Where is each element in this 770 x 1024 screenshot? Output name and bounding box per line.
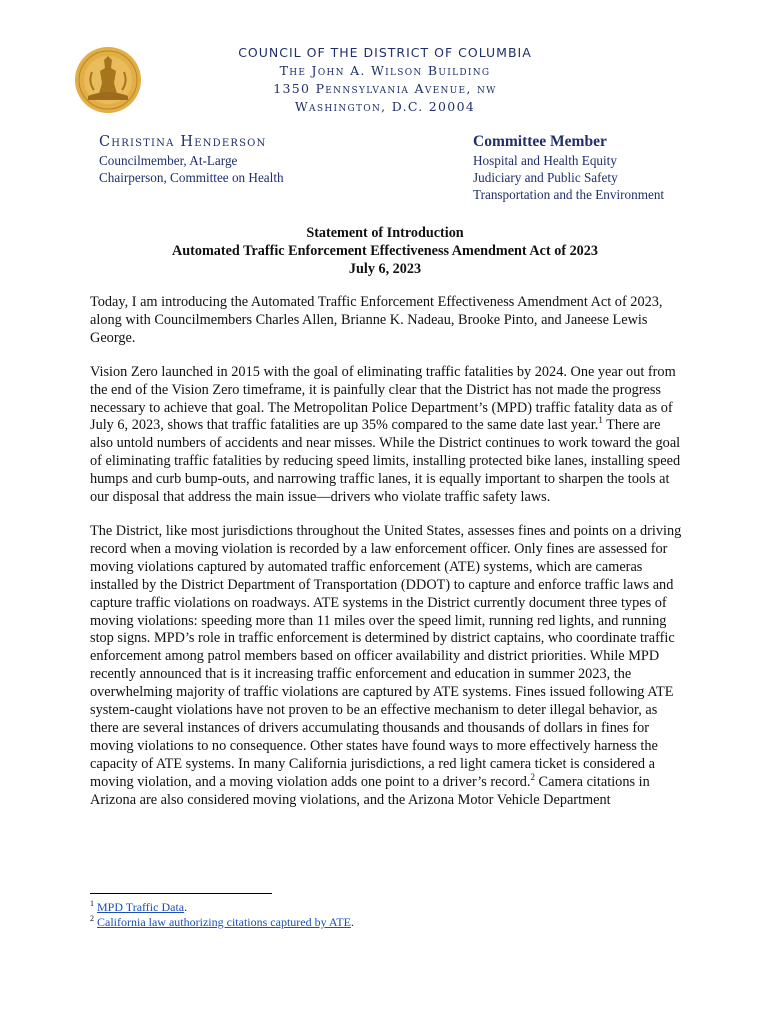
footnote-punct: . — [350, 915, 354, 929]
paragraph — [90, 523, 682, 810]
committee-item: Hospital and Health Equity — [473, 153, 617, 168]
committee-heading: Committee Member — [473, 133, 607, 150]
council-name: COUNCIL OF THE DISTRICT OF COLUMBIA — [238, 45, 532, 60]
member-title: Councilmember, At-Large — [99, 153, 238, 168]
paragraph: Today, I am introducing the Automated Traffic Enforcement Effectiveness Amendment Act of 2023, along with Councilmembers Charles Allen, Brianne K. Nadeau, Brooke Pinto, and Janeese Lewis George. — [90, 294, 663, 346]
city-address: Washington, D.C. 20004 — [294, 99, 476, 114]
footnote-link-mpd-traffic-data[interactable]: MPD Traffic Data — [97, 900, 185, 914]
paragraph — [90, 364, 682, 507]
footnote-link-california-law[interactable]: California law authorizing citations captured by ATE — [97, 915, 351, 929]
footnote-ref: 2 — [530, 771, 535, 782]
building-name: The John A. Wilson Building — [279, 63, 491, 78]
footnote — [90, 915, 354, 930]
statement-body — [90, 294, 682, 825]
paragraph-text: There are also untold numbers of accidents and near misses. While the District continues to work toward the goal of eliminating traffic fatalities by reducing speed limits, installing protected bike lanes, installing speed humps and curb bump-outs, and narrowing traffic lanes, it is equally important to sharpen the tools at our disposal that address the main issue—drivers who violate traffic safety laws. — [90, 417, 681, 506]
member-info — [99, 133, 419, 186]
street-address: 1350 Pennsylvania Avenue, nw — [273, 81, 497, 96]
statement-title: Statement of Introduction — [306, 225, 464, 241]
paragraph-text: The District, like most jurisdictions throughout the United States, assesses fines and points on a driving record when a moving violation is recorded by a law enforcement officer. Only fines are assessed for moving violations captured by automated traffic enforcement (ATE) systems, which are cameras installed by the District Department of Transportation (DDOT) to capture and enforce traffic laws and capture traffic violations on roadways. ATE systems in the District currently document three types of moving violations: speeding more than 11 miles over the speed limit, running red lights, and running stop signs. MPD’s role in traffic enforcement is determined by district captains, who coordinate traffic enforcement among patrol members based on officer availability and district priorities. While MPD recently announced that is it increasing traffic enforcement and education in summer 2023, the overwhelming majority of traffic violations are captured by ATE systems. Fines issued following ATE system-caught violations have not proven to be an effective mechanism to deter illegal behavior, as there are several instances of drivers accumulating thousands and thousands of dollars in fines for moving violations to no consequence. Other states have found ways to more effectively harness the capacity of ATE systems. In many California jurisdictions, a red light camera ticket is considered a moving violation, and a moving violation adds one point to a driver’s record. — [90, 522, 682, 790]
footnote-punct: . — [184, 900, 188, 914]
footnotes — [90, 900, 354, 930]
footnote-divider — [90, 893, 272, 894]
committee-info — [473, 133, 743, 203]
statement-heading — [90, 224, 680, 278]
paragraph-text: Camera citations in Arizona are also considered moving violations, and the Arizona Motor Vehicle Department — [90, 773, 650, 808]
act-title: Automated Traffic Enforcement Effectiveness Amendment Act of 2023 — [172, 243, 598, 259]
footnote-ref: 1 — [598, 415, 603, 426]
dc-council-seal — [74, 46, 142, 114]
committee-item: Judiciary and Public Safety — [473, 170, 618, 185]
footnote-number: 2 — [90, 914, 94, 923]
letterhead — [150, 44, 620, 116]
footnote — [90, 900, 354, 915]
paragraph-text: Vision Zero launched in 2015 with the goal of eliminating traffic fatalities by 2024. One year out from the end of the Vision Zero timeframe, it is painfully clear that the District has not made the progress necessary to achieve that goal. The Metropolitan Police Department’s (MPD) traffic fatality data as of July 6, 2023, shows that traffic fatalities are up 35% compared to the same date last year. — [90, 363, 676, 434]
committee-item: Transportation and the Environment — [473, 187, 665, 202]
footnote-number: 1 — [90, 899, 94, 908]
member-role: Chairperson, Committee on Health — [99, 170, 284, 185]
member-name: Christina Henderson — [99, 134, 267, 150]
statement-date: July 6, 2023 — [348, 261, 422, 277]
